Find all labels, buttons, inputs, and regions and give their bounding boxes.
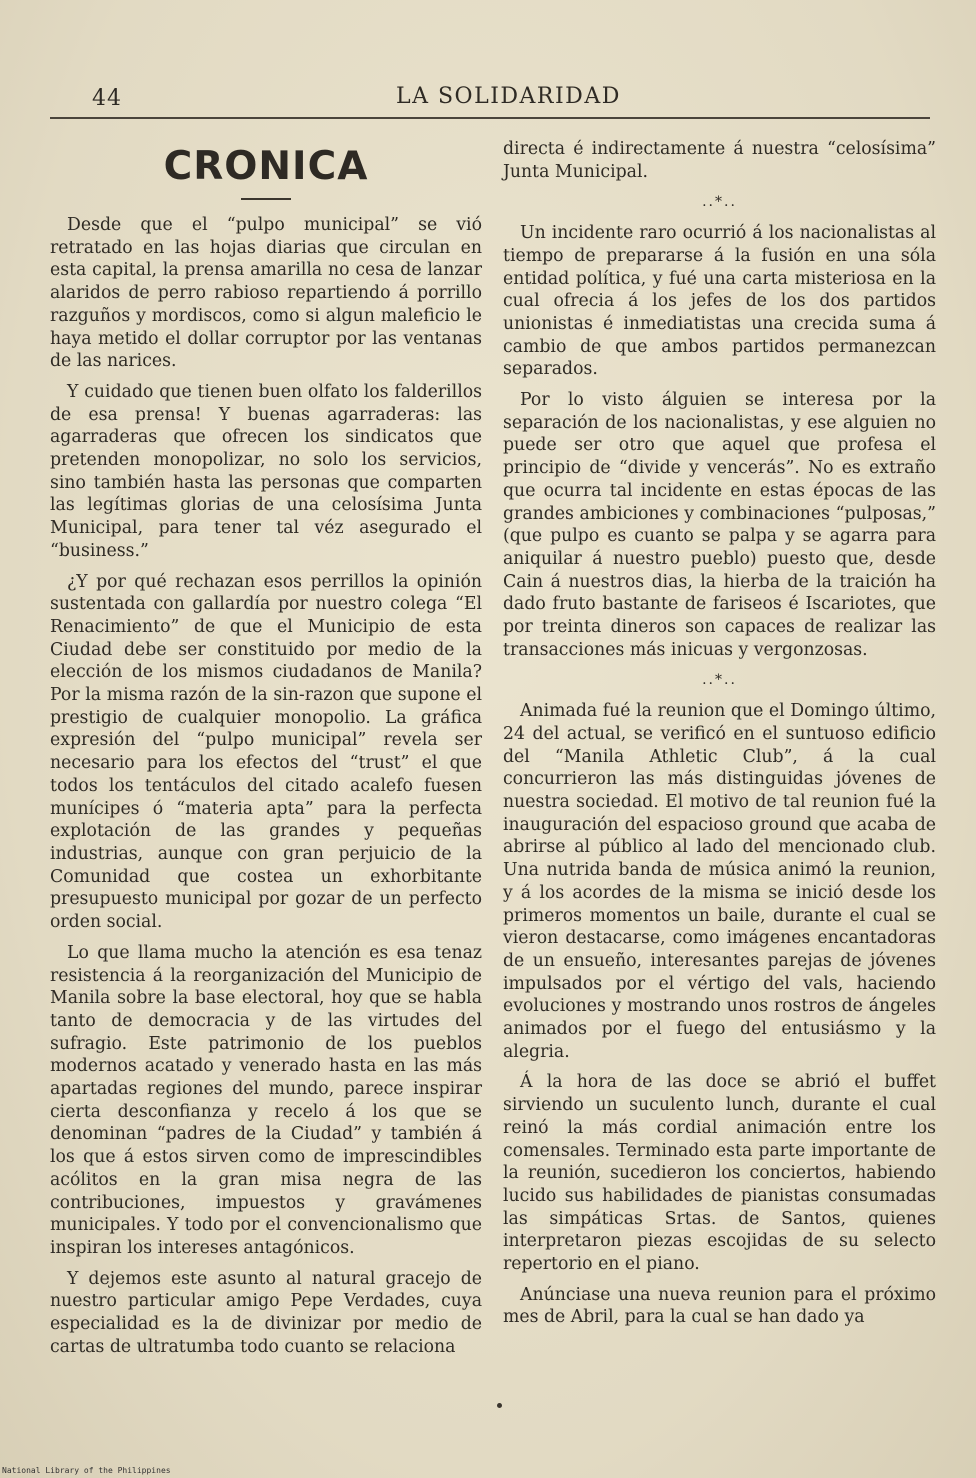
journal-title: LA SOLIDARIDAD [396,84,621,109]
page-number: 44 [92,86,122,111]
paragraph: Animada fué la reunion que el Domingo último, 24 del actual, se verificó en el suntuoso edificio del “Manila Athletic Club”, á la cual concurrieron las más distinguidas jóvenes de nuestra sociedad. El motivo de tal reunion fué la inauguración del espacioso ground que acaba de abrirse al público al lado del mencionado club. Una nutrida banda de música animó la reunion, y á los acordes de la misma se inició desde los primeros momentos un baile, durante el cual se vieron destacarse, como imágenes encantadoras de un ensueño, interesantes parejas de jóvenes impulsados por el vértigo del vals, haciendo evoluciones y mostrando unos rostros de ángeles animados por el fuego del entusiásmo y la alegria. [503,701,936,1062]
page-header [50,86,932,116]
right-column [503,138,936,1337]
section-divider: ..*.. [702,672,737,689]
paragraph: Y dejemos este asunto al natural gracejo de nuestro particular amigo Pepe Verdades, cuya especialidad es la de divinizar por medio de cartas de ultratumba todo cuanto se relaciona [50,1268,482,1357]
header-rule [50,117,930,119]
paragraph: Por lo visto álguien se interesa por la separación de los nacionalistas, y ese alguien no puede ser otro que aquel que profesa el principio de “divide y vencerás”. No es extraño que ocurra tal incidente en estas épocas de las grandes ambiciones y combinaciones “pulposas,” (que pulpo es cuanto se palpa y se agarra para aniquilar á nuestro pueblo) puesto que, desde Cain á nuestros dias, la hierba de la traición ha dado fruto bastante de fariseos é Iscariotes, que por treinta dineros son capaces de realizar las transacciones más inicuas y vergonzosas. [503,390,936,660]
paragraph: Un incidente raro ocurrió á los nacionalistas al tiempo de prepararse á la fusión en una sóla entidad política, y fué una carta misteriosa en la cual ofrecia á los jefes de los dos partidos unionistas é inmediatistas una crecida suma á cambio de que ambos partidos permanezcan separados. [503,223,936,380]
left-column [50,138,482,1366]
paragraph: Anúnciase una nueva reunion para el próximo mes de Abril, para la cual se han dado ya [503,1284,936,1328]
article-title: CRONICA [163,144,369,189]
paragraph: ¿Y por qué rechazan esos perrillos la opinión sustentada con gallardía por nuestro colega “El Renacimiento” de que el Municipio de esta Ciudad debe ser constituido por medio de la elección de los mismos ciudadanos de Manila? Por la misma razón de la sin-razon que supone el prestigio de cualquier monopolio. La gráfica expresión del “pulpo municipal” revela ser necesario para los efectos del “trust” el que todos los tentáculos del citado acalefo fuesen munícipes ó “materia apta” para la perfecta explotación de las grandes y pequeñas industrias, aunque con gran perjuicio de la Comunidad que costea un exhorbitante presupuesto municipal por gozar de un perfecto orden social. [50,571,482,933]
paragraph-continuation: directa é indirectamente á nuestra “celosísima” Junta Municipal. [503,139,936,182]
ink-dot [497,1403,502,1408]
paragraph: Lo que llama mucho la atención es esa tenaz resistencia á la reorganización del Municipio de Manila sobre la base electoral, hoy que se habla tanto de democracia y de las virtudes del sufragio. Este patrimonio de los pueblos modernos acatado y venerado hasta en las más apartadas regiones del mundo, parece inspirar cierta desconfianza y recelo á los que se denominan “padres de la Ciudad” y también á los que á estos sirven como de imprescindibles acólitos en la gran misa negra de las contribuciones, impuestos y gravámenes municipales. Y todo por el convencionalismo que inspiran los intereses antagónicos. [50,942,482,1258]
library-credit: National Library of the Philippines [2,1466,171,1475]
section-divider: ..*.. [702,194,737,211]
paragraph: Desde que el “pulpo municipal” se vió retratado en las hojas diarias que circulan en esta capital, la prensa amarilla no cesa de lanzar alaridos de perro rabioso repartiendo á porrillo razguños y mordiscos, como si algun maleficio le haya metido el dollar corruptor por las ventanas de las narices. [50,215,482,372]
paragraph: Y cuidado que tienen buen olfato los falderillos de esa prensa! Y buenas agarraderas: las agarraderas que ofrecen los sindicatos que pretenden monopolizar, no solo los servicios, sino también hasta las personas que comparten las legítimas glorias de una celosísima Junta Municipal, para tener tal véz asegurado el “business.” [50,381,482,561]
title-underline [241,198,291,200]
paragraph: Á la hora de las doce se abrió el buffet sirviendo un suculento lunch, durante el cual reinó la más cordial animación entre los comensales. Terminado esta parte importante de la reunión, sucedieron los conciertos, habiendo lucido sus habilidades de pianistas consumadas las simpáticas Srtas. de Santos, quienes interpretaron piezas escojidas de su selecto repertorio en el piano. [503,1072,936,1275]
